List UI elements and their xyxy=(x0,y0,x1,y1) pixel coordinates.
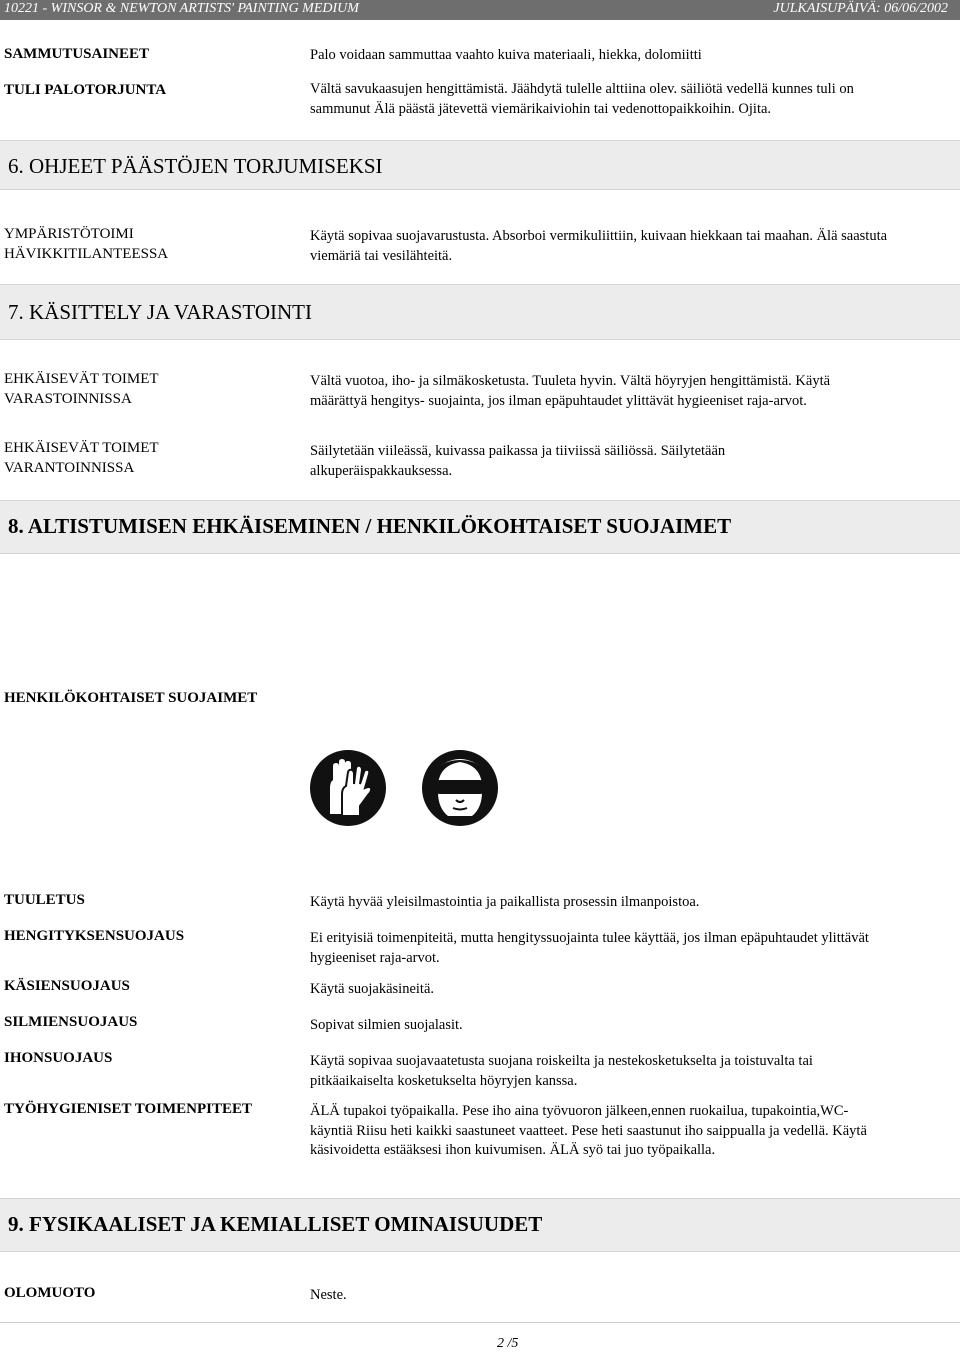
firefighting-text: Vältä savukaasujen hengittämistä. Jäähdytä tulelle alttiina olev. säiliötä vedellä kunnes tuli on sammunut Älä päästä jätevettä viemärikaiviohin tai vedenottopaikkoihin. Ojita. xyxy=(310,81,854,117)
eye-protection-label: SILMIENSUOJAUS xyxy=(4,1014,138,1030)
gloves-icon xyxy=(310,750,386,826)
ppe-icons xyxy=(308,748,508,833)
physical-state-text: Neste. xyxy=(310,1287,347,1303)
respiratory-label: HENGITYKSENSUOJAUS xyxy=(4,928,185,944)
handling-label2-line2: VARANTOINNISSA xyxy=(4,460,135,476)
ppe-heading: HENKILÖKOHTAISET SUOJAIMET xyxy=(4,690,258,706)
firefighting-label: TULI PALOTORJUNTA xyxy=(4,82,167,98)
ventilation-text: Käytä hyvää yleisilmastointia ja paikallista prosessin ilmanpoistoa. xyxy=(310,894,700,910)
extinguishing-media-text: Palo voidaan sammuttaa vaahto kuiva materiaali, hiekka, dolomiitti xyxy=(310,47,702,63)
document-title: 10221 - WINSOR & NEWTON ARTISTS' PAINTING MEDIUM xyxy=(4,1,359,16)
eye-protection-text: Sopivat silmien suojalasit. xyxy=(310,1017,463,1033)
hygiene-text: ÄLÄ tupakoi työpaikalla. Pese iho aina työvuoron jälkeen,ennen ruokailua, tupakointia,WC-käyntiä Riisu heti kaikki saastuneet vaatteet. Pese heti saastunut iho saippualla ja vedellä. Käytä käsivoidetta estääksesi ihon kuivumisen. ÄLÄ syö tai juo työpaikalla. xyxy=(310,1103,867,1158)
handling-label1-line2: VARASTOINNISSA xyxy=(4,391,132,407)
handling-text2: Säilytetään viileässä, kuivassa paikassa ja tiiviissä säiliössä. Säilytetään alkuperäispakkauksessa. xyxy=(310,443,726,479)
section-7-heading: 7. KÄSITTELY JA VARASTOINTI xyxy=(0,284,960,340)
goggles-icon xyxy=(422,750,498,826)
handling-text1: Vältä vuotoa, iho- ja silmäkosketusta. Tuuleta hyvin. Vältä höyryjen hengittämistä. Käytä määrättyä hengitys- suojainta, jos ilman epäpuhtaudet ylittävät hygieeniset raja-arvot. xyxy=(310,373,831,409)
document-header xyxy=(0,0,960,20)
hand-protection-label: KÄSIENSUOJAUS xyxy=(4,978,130,994)
skin-protection-text: Käytä sopivaa suojavaatetusta suojana roiskeilta ja nestekosketukselta ja toistuvalta tai pitkäaikaiselta kosketukselta höyryjen kanssa. xyxy=(310,1053,813,1089)
section-6-heading: 6. OHJEET PÄÄSTÖJEN TORJUMISEKSI xyxy=(0,140,960,190)
footer-divider xyxy=(0,1322,960,1323)
ventilation-label: TUULETUS xyxy=(4,892,85,908)
hygiene-label: TYÖHYGIENISET TOIMENPITEET xyxy=(4,1101,252,1117)
skin-protection-label: IHONSUOJAUS xyxy=(4,1050,113,1066)
release-text: Käytä sopivaa suojavarustusta. Absorboi vermikuliittiin, kuivaan hiekkaan tai maahan. Älä saastuta viemäriä tai vesilähteitä. xyxy=(310,228,888,264)
handling-label2-line1: EHKÄISEVÄT TOIMET xyxy=(4,440,159,456)
section-8-heading: 8. ALTISTUMISEN EHKÄISEMINEN / HENKILÖKOHTAISET SUOJAIMET xyxy=(0,500,960,554)
respiratory-text: Ei erityisiä toimenpiteitä, mutta hengityssuojainta tulee käyttää, jos ilman epäpuhtaudet ylittävät hygieeniset raja-arvot. xyxy=(310,930,869,966)
physical-state-label: OLOMUOTO xyxy=(4,1285,96,1301)
page-number: 2 /5 xyxy=(497,1336,519,1351)
extinguishing-media-label: SAMMUTUSAINEET xyxy=(4,46,150,62)
issue-date: JULKAISUPÄIVÄ: 06/06/2002 xyxy=(773,1,948,16)
handling-label1-line1: EHKÄISEVÄT TOIMET xyxy=(4,371,159,387)
release-label-line1: YMPÄRISTÖTOIMI xyxy=(4,226,134,242)
hand-protection-text: Käytä suojakäsineitä. xyxy=(310,981,435,997)
section-9-heading: 9. FYSIKAALISET JA KEMIALLISET OMINAISUUDET xyxy=(0,1198,960,1252)
release-label-line2: HÄVIKKITILANTEESSA xyxy=(4,246,169,262)
